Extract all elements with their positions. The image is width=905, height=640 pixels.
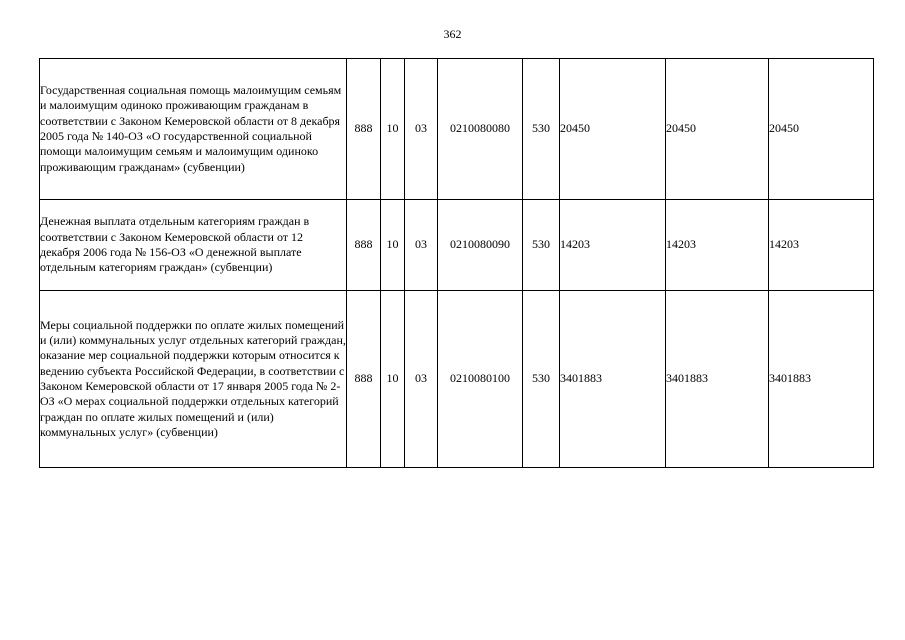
- amount-year-2: 3401883: [666, 291, 769, 468]
- ministry-code: 888: [347, 59, 381, 200]
- expense-type-code: 530: [523, 59, 560, 200]
- row-description: Денежная выплата отдельным категориям граждан в соответствии с Законом Кемеровской области от 12 декабря 2006 года № 156-ОЗ «О денежной выплате отдельным категориям граждан» (субвенции): [40, 200, 347, 291]
- amount-year-1: 20450: [560, 59, 666, 200]
- target-article-code: 0210080080: [438, 59, 523, 200]
- subsection-code: 03: [405, 200, 438, 291]
- budget-table: [39, 58, 874, 468]
- expense-type-code: 530: [523, 200, 560, 291]
- amount-year-2: 14203: [666, 200, 769, 291]
- amount-year-2: 20450: [666, 59, 769, 200]
- row-description: Меры социальной поддержки по оплате жилых помещений и (или) коммунальных услуг отдельных категорий граждан, оказание мер социальной поддержки которым относится к ведению субъекта Российской Федерации, в соответствии с Законом Кемеровской области от 17 января 2005 года № 2-ОЗ «О мерах социальной поддержки отдельных категорий граждан по оплате жилых помещений и (или) коммунальных услуг» (субвенции): [40, 291, 347, 468]
- subsection-code: 03: [405, 59, 438, 200]
- ministry-code: 888: [347, 291, 381, 468]
- table-row: [40, 291, 874, 468]
- amount-year-3: 14203: [769, 200, 874, 291]
- table-row: [40, 200, 874, 291]
- subsection-code: 03: [405, 291, 438, 468]
- page-number: 362: [443, 27, 462, 41]
- amount-year-1: 14203: [560, 200, 666, 291]
- section-code: 10: [381, 59, 405, 200]
- table-row: [40, 59, 874, 200]
- target-article-code: 0210080100: [438, 291, 523, 468]
- amount-year-3: 3401883: [769, 291, 874, 468]
- section-code: 10: [381, 200, 405, 291]
- ministry-code: 888: [347, 200, 381, 291]
- target-article-code: 0210080090: [438, 200, 523, 291]
- expense-type-code: 530: [523, 291, 560, 468]
- amount-year-3: 20450: [769, 59, 874, 200]
- row-description: Государственная социальная помощь малоимущим семьям и малоимущим одиноко проживающим гражданам в соответствии с Законом Кемеровской области от 8 декабря 2005 года № 140-ОЗ «О государственной социальной помощи малоимущим семьям и малоимущим одиноко проживающим гражданам» (субвенции): [40, 59, 347, 200]
- amount-year-1: 3401883: [560, 291, 666, 468]
- section-code: 10: [381, 291, 405, 468]
